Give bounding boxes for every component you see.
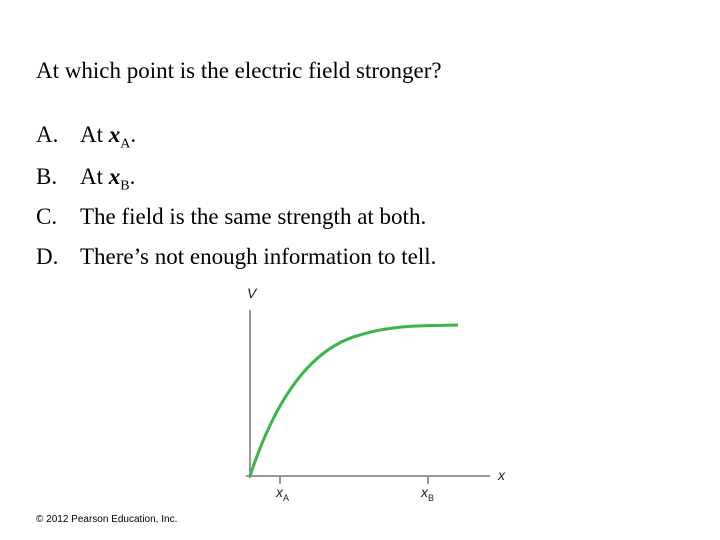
potential-curve — [250, 325, 458, 476]
copyright-notice: © 2012 Pearson Education, Inc. — [36, 514, 178, 525]
option-prefix: At — [80, 164, 109, 189]
tick-subscript: B — [428, 493, 435, 503]
tick-variable: x — [421, 484, 428, 500]
option-subscript: A — [120, 136, 131, 152]
x-axis-label: x — [498, 467, 505, 483]
question-text: At which point is the electric field stronger? — [36, 58, 442, 83]
option-suffix: . — [130, 122, 137, 147]
option-letter: A. — [36, 122, 59, 147]
option-letter: D. — [36, 244, 59, 269]
tick-label-xb — [420, 484, 434, 503]
y-axis-label: V — [247, 285, 257, 301]
option-suffix: . — [129, 164, 136, 189]
option-variable: x — [108, 164, 121, 189]
option-text: There’s not enough information to tell. — [80, 244, 437, 269]
option-subscript: B — [120, 178, 130, 194]
option-letter: C. — [36, 204, 58, 229]
tick-variable: x — [276, 484, 283, 500]
option-letter: B. — [36, 164, 58, 189]
option-variable: x — [108, 122, 121, 147]
option-text: The field is the same strength at both. — [80, 204, 427, 229]
option-prefix: At — [80, 122, 109, 147]
tick-label-xa — [275, 484, 289, 503]
tick-subscript: A — [283, 493, 290, 503]
